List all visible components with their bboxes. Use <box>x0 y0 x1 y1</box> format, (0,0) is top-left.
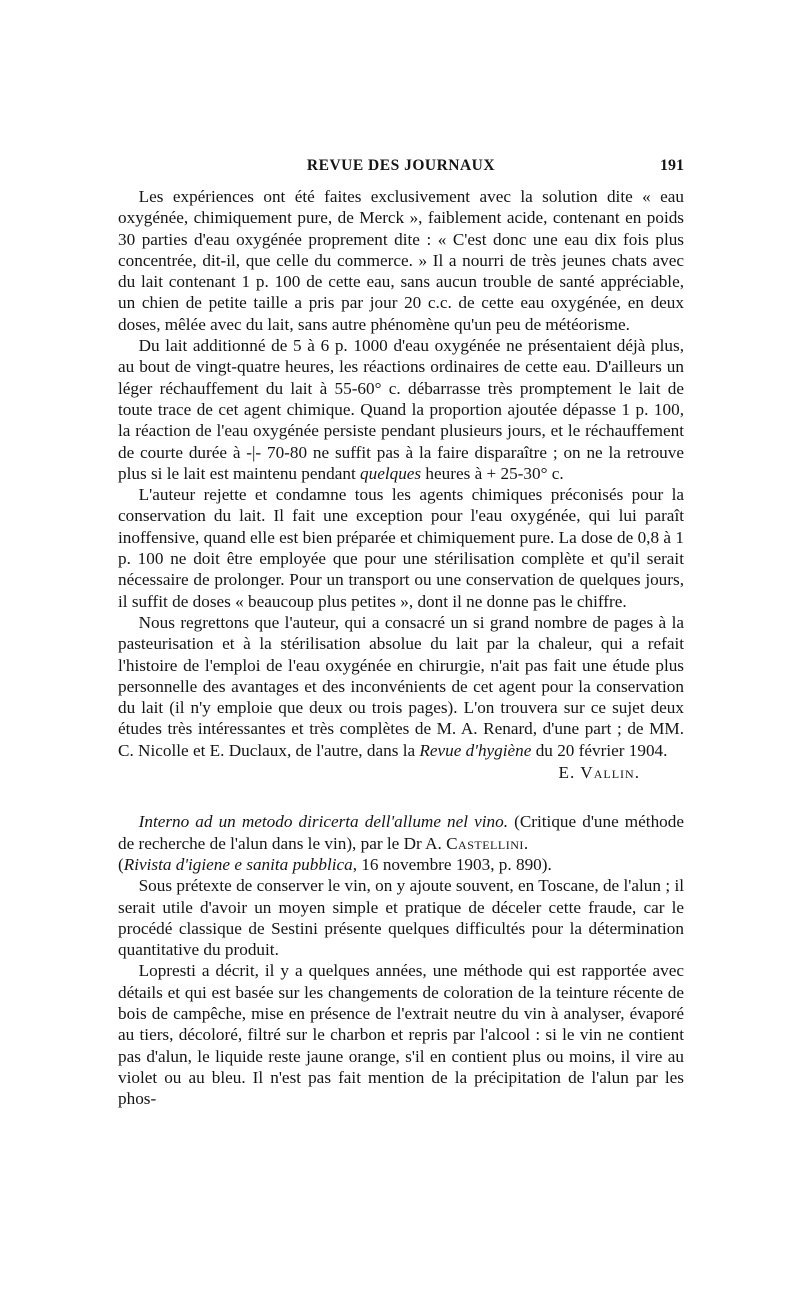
text-run: ( <box>118 854 124 874</box>
text-run: Du lait additionné de 5 à 6 p. 1000 d'eau oxygénée ne présentaient déjà plus, au bout de vingt-quatre heures, les réactions ordinaires de cette eau. D'ailleurs un léger réchauffement du lait à 55-60° c. débarrasse très promptement le lait de toute trace de cet agent chimique. Quand la proportion ajoutée dépasse 1 p. 100, la réaction de l'eau oxygénée persiste pendant plusieurs jours, et le réchauffement de courte durée à -|- 70-80 ne suffit pas à la faire disparaître ; on ne la retrouve plus si le lait est maintenu pendant <box>118 336 684 483</box>
author-signature: E. Vallin. <box>558 763 640 783</box>
section-gap <box>118 783 684 811</box>
running-head <box>118 157 684 181</box>
body-text <box>118 186 684 1109</box>
text-run: du 20 février 1904. <box>531 740 668 760</box>
paragraph: Lopresti a décrit, il y a quelques années, une méthode qui est rapportée avec détails et qui est basée sur les changements de coloration de la teinture récente de bois de campêche, mise en présence de l'extrait neutre du vin à analyser, évaporé au tiers, décoloré, filtré sur le charbon et repris par l'alcool : si le vin ne contient pas d'alun, le liquide reste jaune orange, s'il en contient plus ou moins, il vire au violet ou au bleu. Il n'est pas fait mention de la précipitation de l'alun par les phos- <box>118 961 684 1109</box>
paragraph: L'auteur rejette et condamne tous les agents chimiques préconisés pour la conservation du lait. Il fait une exception pour l'eau oxygénée, qui lui paraît inoffensive, quand elle est bien préparée et chimiquement pure. La dose de 0,8 à 1 p. 100 ne doit être employée que pour une stérilisation complète et qu'il serait nécessaire de prolonger. Pour un transport ou une conservation de quelques jours, il suffit de doses « beaucoup plus petites », dont il ne donne pas le chiffre. <box>118 485 684 611</box>
journal-title: Rivista d'igiene e sanita pubblica <box>123 854 353 874</box>
article-title: Interno ad un metodo diricerta dell'allume nel vino. <box>138 812 509 832</box>
text-run: Nous regrettons que l'auteur, qui a consacré un si grand nombre de pages à la pasteurisation et à la stérilisation absolue du lait par la chaleur, qui a refait l'histoire de l'emploi de l'eau oxygénée en chirurgie, n'ait pas fait une étude plus personnelle des avantages et des inconvénients de cet agent pour la conservation du lait (il n'y emploie que deux ou trois pages). L'on trouvera sur ce sujet deux études très intéressantes et très complètes de M. A. Renard, d'une part ; de MM. C. Nicolle et E. Duclaux, de l'autre, dans la <box>118 612 684 760</box>
page-number: 191 <box>660 157 684 174</box>
paragraph <box>118 335 684 484</box>
running-title: REVUE DES JOURNAUX <box>306 157 496 174</box>
emphasis-text: quelques <box>360 463 422 483</box>
text-run: (Critique d'une méthode de recherche de l'alun dans le vin), par le Dr A. <box>118 812 684 853</box>
journal-title: Revue d'hygiène <box>419 740 532 760</box>
text-run: , 16 novembre 1903, p. 890). <box>352 854 552 874</box>
text-run: . <box>523 833 529 853</box>
article-heading <box>118 811 684 875</box>
author-name: Castellini <box>446 833 524 853</box>
paragraph: Les expériences ont été faites exclusivement avec la solution dite « eau oxygénée, chimiquement pure, de Merck », faiblement acide, contenant en poids 30 parties d'eau oxygénée proprement dite : « C'est donc une eau dix fois plus concentrée, dit-il, que celle du commerce. » Il a nourri de très jeunes chats avec du lait contenant 1 p. 100 de cette eau, sans aucun trouble de santé appréciable, un chien de petite taille a pris par jour 20 c.c. de cette eau oxygénée, en deux doses, mêlée avec du lait, sans autre phénomène qu'un peu de météorisme. <box>118 187 684 334</box>
paragraph: Sous prétexte de conserver le vin, on y ajoute souvent, en Toscane, de l'alun ; il serait utile d'avoir un moyen simple et pratique de déceler cette fraude, car le procédé classique de Sestini présente quelques difficultés pour la détermination quantitative du produit. <box>118 876 684 960</box>
text-run: heures à + 25-30° c. <box>421 463 564 483</box>
paragraph <box>118 612 684 761</box>
